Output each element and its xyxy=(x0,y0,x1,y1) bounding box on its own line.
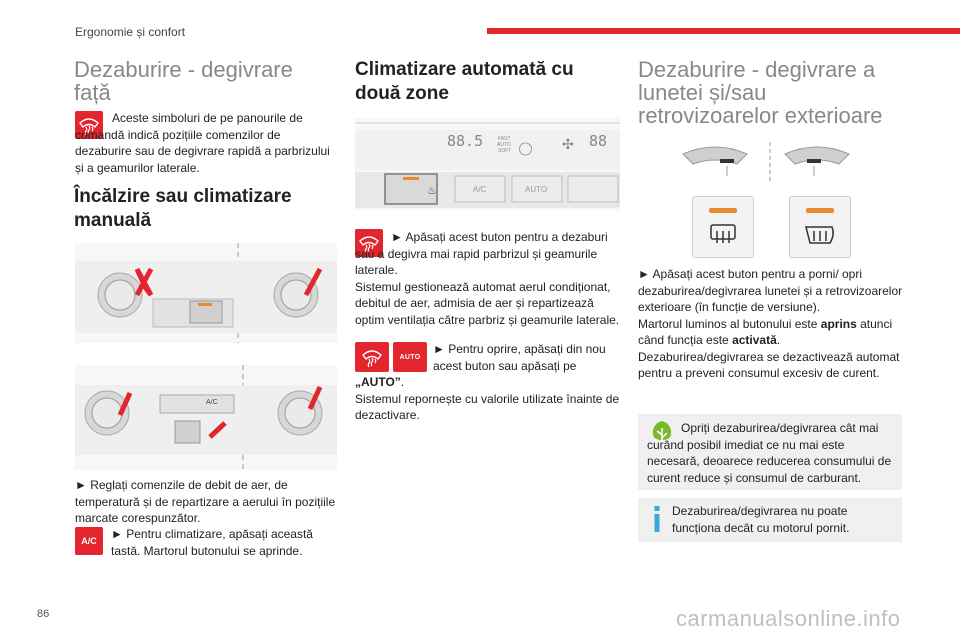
panel-defrost-icon: ♨ xyxy=(427,185,437,197)
panel-fast-label: FAST xyxy=(498,136,511,142)
auto-button-icon xyxy=(393,342,427,372)
indicator-led xyxy=(806,208,834,213)
auto-off-continued: „AUTO”. Sistemul repornește cu valorile utilizate înainte de dezactivare. xyxy=(355,375,620,422)
section-title: Ergonomie și confort xyxy=(75,25,186,39)
auto-period: . xyxy=(400,375,405,389)
rear-defrost-button-card-1 xyxy=(692,196,754,258)
auto-climate-text: ► Apăsați acest buton pentru a dezaburi sau a degivra mai rapid parbrizul și geamurile laterale. Sistemul gestionează automat aerul condiționat, debitul de aer, admisia de aer și repartizează optim ventilația către parbriz și geamurile laterale. xyxy=(355,230,620,327)
rear-window-defrost-alt-icon xyxy=(804,223,836,247)
mirror-defrost-illustration xyxy=(675,142,865,182)
heading-rear-defrost: Dezaburire - degivrare a lunetei și/sau retrovizoarelor exterioare xyxy=(638,57,883,128)
ac-instruction: ► Pentru climatizare, apăsați această tastă. Martorul butonului se aprinde. xyxy=(111,527,313,558)
auto-off-instruction: ► Pentru oprire, apăsați din nou acest buton sau apăsați pe xyxy=(433,342,606,373)
auto-quoted-label: „AUTO” xyxy=(355,375,401,389)
rear-defrost-text: ► Apăsați acest buton pentru a porni/ opri dezaburirea/degivrarea lunetei și a retrovizoarelor exterioare (în funcție de versiune). Martorul luminos al butonului este aprins atunci când funcția este activată. Dezaburirea/degivrarea se dezactivează automat pentru a preveni consumul excesiv de curent. xyxy=(638,267,903,380)
ac-button-icon xyxy=(75,527,103,555)
info-icon xyxy=(652,506,662,532)
panel-soft-label: SOFT xyxy=(498,148,512,154)
auto-badge-label: AUTO xyxy=(399,353,421,361)
heading-auto-climate: Climatizare automată cu două zone xyxy=(355,59,574,104)
heading-manual-climate: Încălzire sau climatizare manuală xyxy=(74,186,292,231)
eco-tip-box xyxy=(638,414,902,490)
panel2-ac-label: A/C xyxy=(206,399,218,406)
manual-panel-illustration-1 xyxy=(75,243,337,343)
panel-auto-small-label: AUTO xyxy=(497,142,511,148)
info-text: Dezaburirea/degivrarea nu poate funcționa decât cu motorul pornit. xyxy=(672,504,850,535)
page-number: 86 xyxy=(37,608,50,620)
panel-fan-icon: ✣ xyxy=(562,136,574,152)
eco-tip-text: Opriți dezaburirea/degivrarea cât mai curând posibil imediat ce nu mai este necesară, deoarece reducerea consumului de curent reduce și consumul de carburant. xyxy=(647,421,892,485)
max-defrost-icon-2 xyxy=(355,342,389,372)
watermark: carmanualsonline.info xyxy=(676,606,901,631)
panel-ac-label: A/C xyxy=(473,185,487,194)
info-box xyxy=(638,498,902,542)
manual-climate-instruction: ► Reglați comenzile de debit de aer, de temperatură și de repartizare a aerului în pozițiile marcate corespunzător. xyxy=(75,478,336,525)
auto-climate-panel-illustration xyxy=(355,118,620,210)
front-defrost-description: Aceste simboluri de pe panourile de comandă indică pozițiile comenzilor de dezaburire sau de degivrare rapidă a parbrizului și a geamurilor laterale. xyxy=(75,111,330,175)
panel-auto-label: AUTO xyxy=(525,185,548,194)
rear-defrost-button-card-2 xyxy=(789,196,851,258)
heading-front-defrost: Dezaburire - degivrare față xyxy=(74,57,293,105)
panel-display-left: 88.5 xyxy=(447,132,484,150)
section-accent-bar xyxy=(487,28,960,34)
rear-window-defrost-icon xyxy=(709,223,737,247)
manual-panel-illustration-2 xyxy=(75,365,337,470)
indicator-led xyxy=(709,208,737,213)
ac-badge-label: A/C xyxy=(81,536,97,546)
panel-display-right: 88 xyxy=(589,132,608,150)
